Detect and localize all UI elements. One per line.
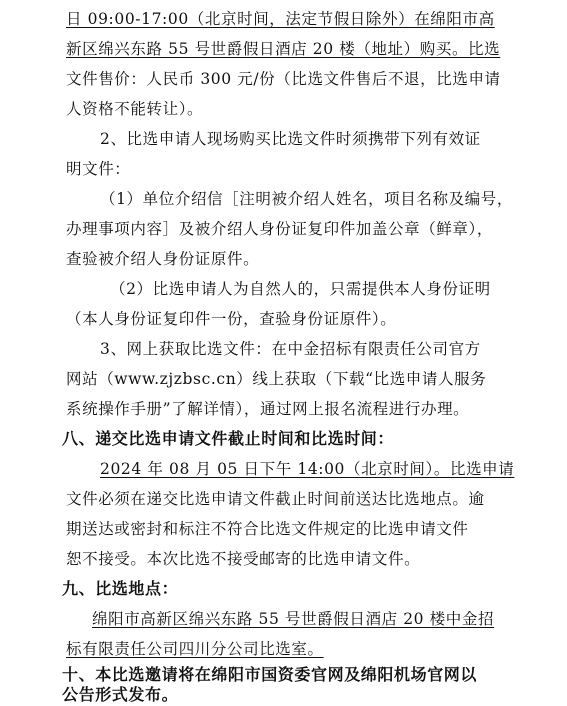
body-text-line: 3、网上获取比选文件：在中金招标有限责任公司官方 [100,340,481,358]
section-heading: 九、比选地点： [62,579,179,598]
body-text-line: 查验被介绍人身份证原件。 [66,250,260,268]
body-text-line: （2）比选申请人为自然人的，只需提供本人身份证明 [110,280,491,298]
purchase-address-text: 新区绵兴东路 55 号世爵假日酒店 20 楼（地址）购买。比选 [66,40,501,58]
body-text-line: 文件必须在递交比选申请文件截止时间前送达比选地点。逾 [66,490,485,508]
purchase-time-text: 日 09:00-17:00（北京时间，法定节假日除外）在绵阳市高 [66,10,495,28]
venue-text-cont: 标有限责任公司四川分公司比选室。 [66,640,324,658]
venue-text: 绵阳市高新区绵兴东路 55 号世爵假日酒店 20 楼中金招 [92,610,495,628]
body-text-line: 文件售价：人民币 300 元/份（比选文件售后不退，比选申请 [66,70,501,88]
body-text-line: 人资格不能转让）。 [66,100,204,118]
section-heading-cont: 公告形式发布。 [62,685,179,704]
body-text-line: 办理事项内容］及被介绍人身份证复印件加盖公章（鲜章）， [66,220,493,238]
body-text-line: （本人身份证复印件一份，查验身份证原件）。 [66,310,397,328]
body-text-line [92,604,537,634]
body-text-line: 系统操作手册”了解详情），通过网上报名流程进行办理。 [66,400,470,418]
body-text-line: 网站（www.zjzbsc.cn）线上获取（下载“比选申请人服务 [66,370,487,388]
section-heading: 八、递交比选申请文件截止时间和比选时间： [62,429,395,448]
body-text-line: 明文件： [66,160,131,178]
body-text-line: 期送达或密封和标注不符合比选文件规定的比选申请文件 [66,520,469,538]
body-text-line: （1）单位介绍信［注明被介绍人姓名，项目名称及编号， [100,190,513,208]
body-text-line [100,454,545,484]
deadline-text: 2024 年 08 月 05 日下午 14:00（北京时间）。比选申请 [100,460,515,478]
body-text-line [66,34,511,64]
body-text-line: 2、比选申请人现场购买比选文件时须携带下列有效证 [100,130,481,148]
section-heading: 十、本比选邀请将在绵阳市国资委官网及绵阳机场官网以 [62,665,478,684]
body-text-line: 恕不接受。本次比选不接受邮寄的比选申请文件。 [66,550,421,568]
body-text-line [66,4,511,34]
